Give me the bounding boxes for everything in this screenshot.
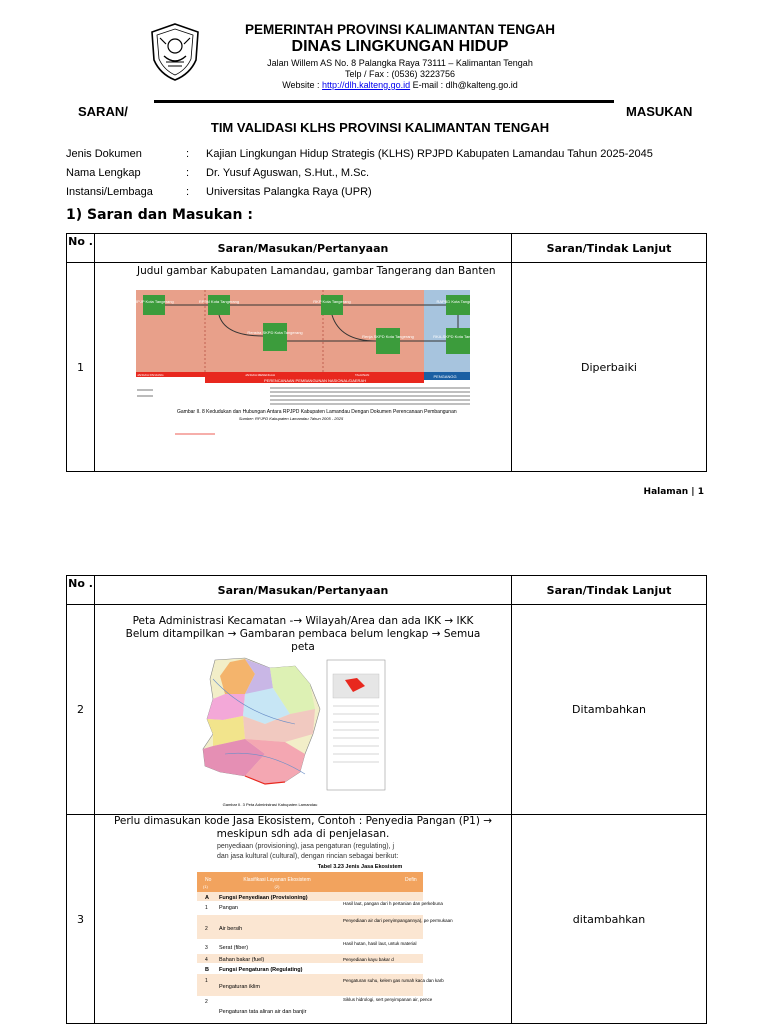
header-address: Jalan Willem AS No. 8 Palangka Raya 73111 – Kalimantan Tengah xyxy=(267,58,533,68)
title-right: MASUKAN xyxy=(626,104,693,119)
header-government: PEMERINTAH PROVINSI KALIMANTAN TENGAH xyxy=(245,22,555,37)
row-content xyxy=(95,815,512,1024)
fig-row-def: Penyediaan kayu bakar d xyxy=(343,957,394,962)
box-rka xyxy=(446,328,470,354)
district-map-figure xyxy=(95,654,512,814)
header-tindak: Saran/Tindak Lanjut xyxy=(512,576,707,605)
box-rka-label: RKA-SKPD Kota Tangerang xyxy=(433,334,483,339)
meta-value: Dr. Yusuf Aguswan, S.Hut., M.Sc. xyxy=(206,167,370,179)
fig-row-no: 2 xyxy=(205,926,208,932)
header-no: No . xyxy=(67,576,95,605)
fig-row-no: 2 xyxy=(205,999,208,1005)
box-rpjm-label: RPJM Kota Tangerang xyxy=(198,299,240,304)
fig-row-name: Pangan xyxy=(219,905,238,911)
website-link[interactable]: http://dlh.kalteng.go.id xyxy=(322,80,411,90)
planning-bar-label: PERENCANAAN PEMBANGUNAN NASIONAL/DAERAH xyxy=(263,378,367,383)
row-text: Peta Administrasi Kecamatan -→ Wilayah/Area dan ada IKK → IKK Belum ditampilkan → Gambaran pembaca belum lengkap → Semua peta xyxy=(125,615,481,653)
figure-intro-line: penyediaan (provisioning), jasa pengaturan (regulating), j xyxy=(217,843,395,850)
fig-row-def: Penyediaan air dari penyimpangannya), pe permukaan xyxy=(343,918,453,923)
title-left: SARAN/ xyxy=(78,104,128,119)
fig-row-no: A xyxy=(205,895,209,901)
province-crest-logo xyxy=(146,22,204,82)
page-number: Halaman | 1 xyxy=(643,487,704,497)
figure-caption: Gambar II. 8 Kedudukan dan Hubungan Antara RPJPD Kabupaten Lamandau Dengan Dokumen Perencanaan Pembangunan xyxy=(177,409,457,415)
row-text: Judul gambar Kabupaten Lamandau, gambar Tangerang dan Banten xyxy=(137,265,496,277)
row-action: Diperbaiki xyxy=(512,263,707,472)
fig-row-no: 3 xyxy=(205,945,208,951)
meta-row-document xyxy=(66,148,653,160)
section-title: 1) Saran dan Masukan : xyxy=(66,207,253,223)
box-rapbd-label: RAPBD Kota Tangerang xyxy=(436,299,480,304)
fig-row-def: Pengaturan suhu, kelem gas rumah kaca dan karb xyxy=(343,978,444,983)
fig-row-name: Pengaturan tata aliran air dan banjir xyxy=(219,1009,307,1015)
row-number: 1 xyxy=(67,263,95,472)
header-contact xyxy=(210,79,590,91)
figure-intro-line: dan jasa kultural (cultural), dengan rincian sebagai berikut: xyxy=(217,853,399,860)
bottom-label: JANGKA PANJANG xyxy=(137,373,164,377)
map-caption: Gambar II. 3 Peta Administrasi Kabupaten Lamandau xyxy=(222,802,318,807)
header-tindak: Saran/Tindak Lanjut xyxy=(512,234,707,263)
box-rpjm xyxy=(208,295,230,315)
meta-sep: : xyxy=(186,148,190,160)
row-content xyxy=(95,263,512,472)
fig-row-name: Serat (fiber) xyxy=(219,945,249,951)
website-label: Website : xyxy=(282,80,323,90)
table-row xyxy=(67,263,707,472)
diagram-red-bar xyxy=(136,372,470,377)
budget-bar-label: PENGANGG xyxy=(433,374,457,379)
box-rpjp xyxy=(143,295,165,315)
box-rpjp-label: RPJP Kota Tangerang xyxy=(134,299,174,304)
fig-row-name: Fungsi Penyediaan (Provisioning) xyxy=(219,895,308,901)
meta-key: Nama Lengkap xyxy=(66,167,141,179)
team-title: TIM VALIDASI KLHS PROVINSI KALIMANTAN TENGAH xyxy=(210,120,550,135)
email-text: E-mail : dlh@kalteng.go.id xyxy=(410,80,518,90)
feedback-table-page2 xyxy=(66,575,707,1024)
planning-diagram-figure xyxy=(95,278,512,468)
box-rkp-label: RKP Kota Tangerang xyxy=(313,299,351,304)
row-text: Perlu dimasukan kode Jasa Ekosistem, Contoh : Penyedia Pangan (P1) → meskipun sdh ada di penjelasan. xyxy=(113,815,493,840)
table-row xyxy=(67,605,707,815)
header-phone: Telp / Fax : (0536) 3223756 xyxy=(344,69,456,79)
meta-value: Universitas Palangka Raya (UPR) xyxy=(206,186,372,198)
meta-sep: : xyxy=(186,186,190,198)
fig-row-no: 1 xyxy=(205,978,208,984)
row-action: ditambahkan xyxy=(512,815,707,1024)
box-renstra xyxy=(263,323,287,351)
fig-row-def: Siklus hidrologi, sert penyimpanan air, pence xyxy=(343,997,433,1002)
meta-value: Kajian Lingkungan Hidup Strategis (KLHS) RPJPD Kabupaten Lamandau Tahun 2025-2045 xyxy=(206,148,653,160)
col-def: Defin xyxy=(405,877,417,883)
col-klas: Klasifikasi Layanan Ekosistem xyxy=(243,877,311,883)
feedback-table-page1 xyxy=(66,233,707,472)
header-no: No . xyxy=(67,234,95,263)
fig-row-def: Hasil hutan, hasil laut, untuk material xyxy=(343,941,417,946)
bottom-label: TAHUNAN xyxy=(355,373,370,377)
box-rapbd xyxy=(446,295,470,315)
fig-row-def: Hasil laut, pangan dari h pertanian dan perkebuna xyxy=(343,901,443,906)
box-renja-label: Renja SKPD Kota Tangerang xyxy=(362,334,414,339)
col-no-sub: (1) xyxy=(203,884,208,889)
col-no: No xyxy=(205,877,212,883)
figure-source: Sumber: RPJPD Kabupaten Lamandau Tahun 2005 - 2025 xyxy=(238,416,344,421)
meta-row-name xyxy=(66,167,369,179)
fig-row-name: Fungsi Pengaturan (Regulating) xyxy=(219,967,303,973)
fig-row-no: B xyxy=(205,967,209,973)
ecosystem-table-figure xyxy=(95,841,512,1019)
row-number: 3 xyxy=(67,815,95,1024)
fig-row-no: 4 xyxy=(205,957,208,963)
meta-key: Instansi/Lembaga xyxy=(66,186,153,198)
header-saran: Saran/Masukan/Pertanyaan xyxy=(95,576,512,605)
row-action: Ditambahkan xyxy=(512,605,707,815)
box-rkp xyxy=(321,295,343,315)
header-divider xyxy=(154,100,614,103)
row-number: 2 xyxy=(67,605,95,815)
row-content xyxy=(95,605,512,815)
box-renja xyxy=(376,328,400,354)
fig-row-name: Pengaturan iklim xyxy=(219,984,260,990)
meta-key: Jenis Dokumen xyxy=(66,148,142,160)
col-klas-sub: (2) xyxy=(274,884,280,889)
meta-row-institution xyxy=(66,186,372,198)
bottom-label: JANGKA MENENGAH xyxy=(245,373,276,377)
table-row xyxy=(67,815,707,1024)
fig-row-name: Air bersih xyxy=(219,926,243,932)
box-renstra-label: Renstra SKPD Kota Tangerang xyxy=(247,330,303,335)
header-agency: DINAS LINGKUNGAN HIDUP xyxy=(291,38,509,55)
header-saran: Saran/Masukan/Pertanyaan xyxy=(95,234,512,263)
fig-row-name: Bahan bakar (fuel) xyxy=(219,957,265,963)
fig-row-no: 1 xyxy=(205,905,208,911)
meta-sep: : xyxy=(186,167,190,179)
figure-table-title: Tabel 3.23 Jenis Jasa Ekosistem xyxy=(317,864,403,870)
